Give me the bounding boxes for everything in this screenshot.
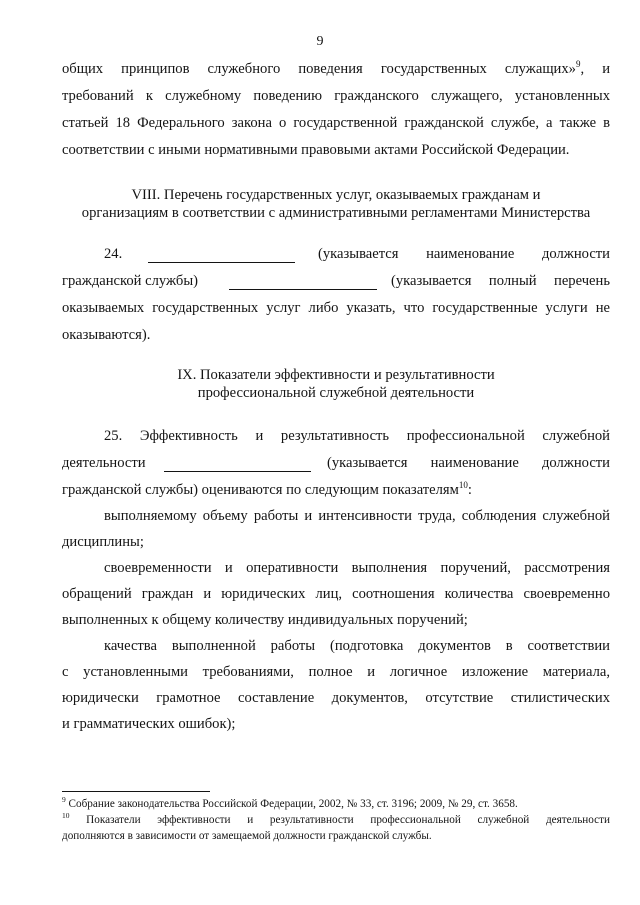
indicator-2-line-1: своевременности и оперативности выполнения поручений, рассмотрения bbox=[104, 560, 610, 576]
footnote-ref-10: 10 bbox=[458, 480, 468, 490]
footnote-9: $^9$ Собрание законодательства Российской Федерации, 2002, № 33, ст. 3196; 2009, № 29, ст. 3658. bbox=[62, 795, 518, 810]
footnote-10-line-1: $^{10}$ Показатели эффективности и результативности профессиональной служебной деятельности bbox=[62, 811, 610, 826]
footnote-ref-9: 9 bbox=[575, 59, 581, 69]
page-number: 9 bbox=[316, 34, 324, 49]
paragraph-25-line-1: 25. Эффективность и результативность профессиональной служебной bbox=[104, 428, 610, 444]
indicator-1-line-2: дисциплины; bbox=[62, 534, 144, 550]
paragraph-24-line-2a: гражданской службы) bbox=[62, 273, 198, 289]
footnote-separator bbox=[62, 791, 210, 792]
paragraph-24-line-1: (указывается наименование должности bbox=[318, 246, 610, 262]
section-viii-heading-2: организациям в соответствии с административными регламентами Министерства bbox=[81, 205, 591, 221]
indicator-3-line-1: качества выполненной работы (подготовка документов в соответствии bbox=[104, 638, 610, 654]
blank-line-position bbox=[148, 251, 295, 263]
footnote-10-line-2: дополняются в зависимости от замещаемой должности гражданской службы. bbox=[62, 830, 432, 842]
indicator-3-line-4: и грамматических ошибок); bbox=[62, 716, 236, 732]
paragraph-24-line-2b: (указывается полный перечень bbox=[391, 273, 610, 289]
intro-line-1: общих принципов служебного поведения государственных служащих»$^9$, и bbox=[62, 59, 611, 77]
intro-line-4: соответствии с иными нормативными правовыми актами Российской Федерации. bbox=[62, 142, 570, 158]
section-ix-heading-1: IX. Показатели эффективности и результативности bbox=[177, 367, 495, 383]
blank-line-position-2 bbox=[164, 460, 311, 472]
section-viii-heading-1: VIII. Перечень государственных услуг, оказываемых гражданам и bbox=[131, 187, 541, 203]
indicator-1-line-1: выполняемому объему работы и интенсивности труда, соблюдения служебной bbox=[104, 508, 610, 524]
indicator-2-line-3: выполненных к общему количеству индивидуальных поручений; bbox=[62, 612, 468, 628]
paragraph-25-line-2a: деятельности bbox=[62, 455, 146, 471]
paragraph-25-line-2b: (указывается наименование должности bbox=[327, 455, 610, 471]
blank-line-services bbox=[229, 278, 377, 290]
indicator-3-line-3: юридически грамотное составление документов, отсутствие стилистических bbox=[62, 690, 610, 706]
paragraph-24-line-4: оказываются). bbox=[62, 327, 151, 343]
indicator-2-line-2: обращений граждан и юридических лиц, соотношения количества своевременно bbox=[62, 586, 610, 602]
paragraph-25-line-3: гражданской службы) оцениваются по следующим показателям$^{10}$: bbox=[62, 480, 472, 498]
paragraph-24-line-3: оказываемых государственных услуг либо указать, что государственные услуги не bbox=[62, 300, 610, 316]
section-ix-heading-2: профессиональной служебной деятельности bbox=[197, 385, 475, 401]
intro-line-2: требований к служебному поведению гражданского служащего, установленных bbox=[62, 88, 610, 104]
indicator-3-line-2: с установленными требованиями, полное и логичное изложение материала, bbox=[62, 664, 610, 680]
intro-line-3: статьей 18 Федерального закона о государственной гражданской службе, а также в bbox=[62, 115, 610, 131]
paragraph-24-number: 24. bbox=[104, 246, 123, 262]
